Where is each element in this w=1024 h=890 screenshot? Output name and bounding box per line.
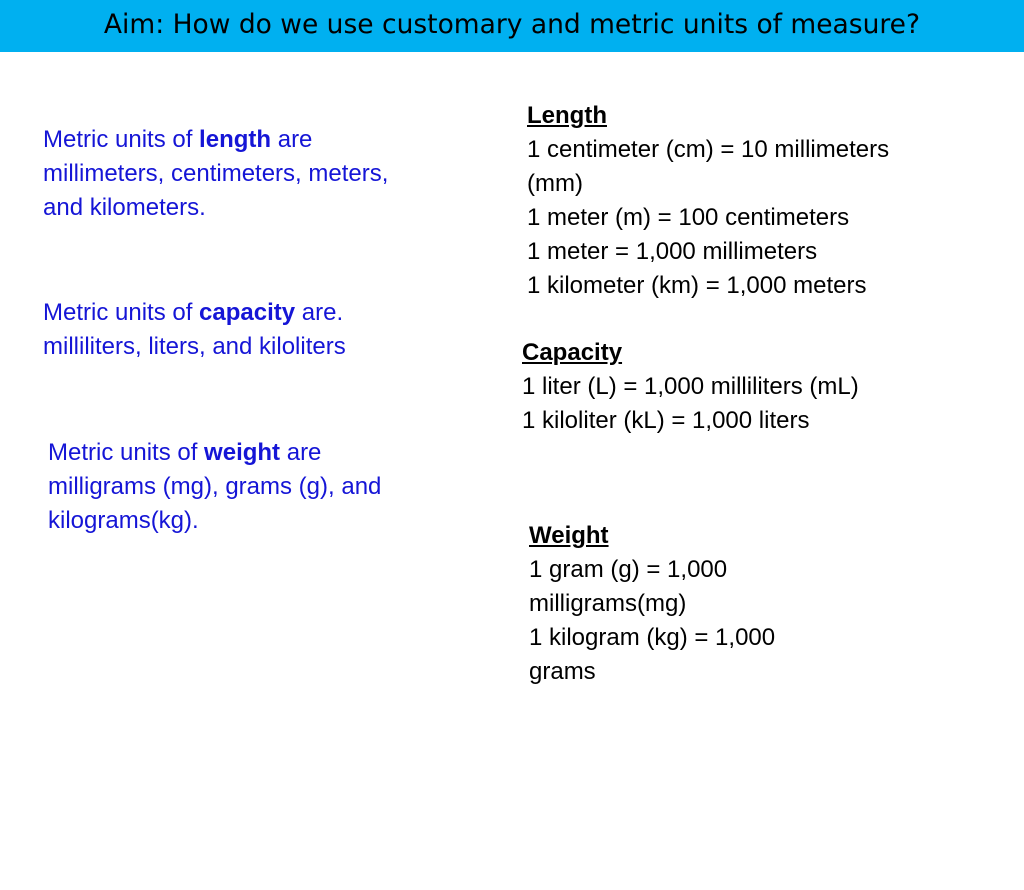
length-note-suffix: are <box>271 126 313 153</box>
length-note <box>43 123 388 225</box>
length-keyword: length <box>199 126 272 153</box>
length-conversion-line: 1 meter = 1,000 millimeters <box>527 238 818 265</box>
capacity-conversion-line: 1 liter (L) = 1,000 milliliters (mL) <box>522 373 859 400</box>
weight-conversion-line: 1 gram (g) = 1,000 <box>529 556 728 583</box>
length-note-line-2: millimeters, centimeters, meters, <box>43 160 389 187</box>
weight-note <box>48 436 381 538</box>
page-title: Aim: How do we use customary and metric units of measure? <box>103 9 921 40</box>
weight-note-line-1 <box>48 436 381 470</box>
weight-conversion-line: 1 kilogram (kg) = 1,000 <box>529 624 776 651</box>
length-heading: Length <box>527 102 607 129</box>
weight-note-line-2: milligrams (mg), grams (g), and <box>48 473 382 500</box>
capacity-note-line-1 <box>43 296 346 330</box>
weight-conversion-line: grams <box>529 658 596 685</box>
weight-note-prefix: Metric units of <box>48 439 205 466</box>
capacity-note-prefix: Metric units of <box>43 299 200 326</box>
length-conversion-line: (mm) <box>527 170 583 197</box>
length-conversion-line: 1 centimeter (cm) = 10 millimeters <box>527 136 890 163</box>
weight-keyword: weight <box>204 439 281 466</box>
length-note-line-1 <box>43 123 388 157</box>
capacity-conversion-line: 1 kiloliter (kL) = 1,000 liters <box>522 407 810 434</box>
capacity-keyword: capacity <box>199 299 296 326</box>
capacity-note-line-2: milliliters, liters, and kiloliters <box>43 333 346 360</box>
length-conversion-line: 1 meter (m) = 100 centimeters <box>527 204 850 231</box>
weight-conversions <box>529 519 775 689</box>
capacity-heading: Capacity <box>522 339 623 366</box>
title-bar <box>0 0 1024 52</box>
length-note-line-3: and kilometers. <box>43 194 206 221</box>
length-conversion-line: 1 kilometer (km) = 1,000 meters <box>527 272 867 299</box>
capacity-note <box>43 296 346 364</box>
weight-heading: Weight <box>529 522 609 549</box>
capacity-note-suffix: are. <box>295 299 344 326</box>
length-note-prefix: Metric units of <box>43 126 200 153</box>
capacity-conversions <box>522 336 859 438</box>
weight-note-suffix: are <box>280 439 322 466</box>
weight-conversion-line: milligrams(mg) <box>529 590 687 617</box>
weight-note-line-3: kilograms(kg). <box>48 507 199 534</box>
length-conversions <box>527 99 889 303</box>
